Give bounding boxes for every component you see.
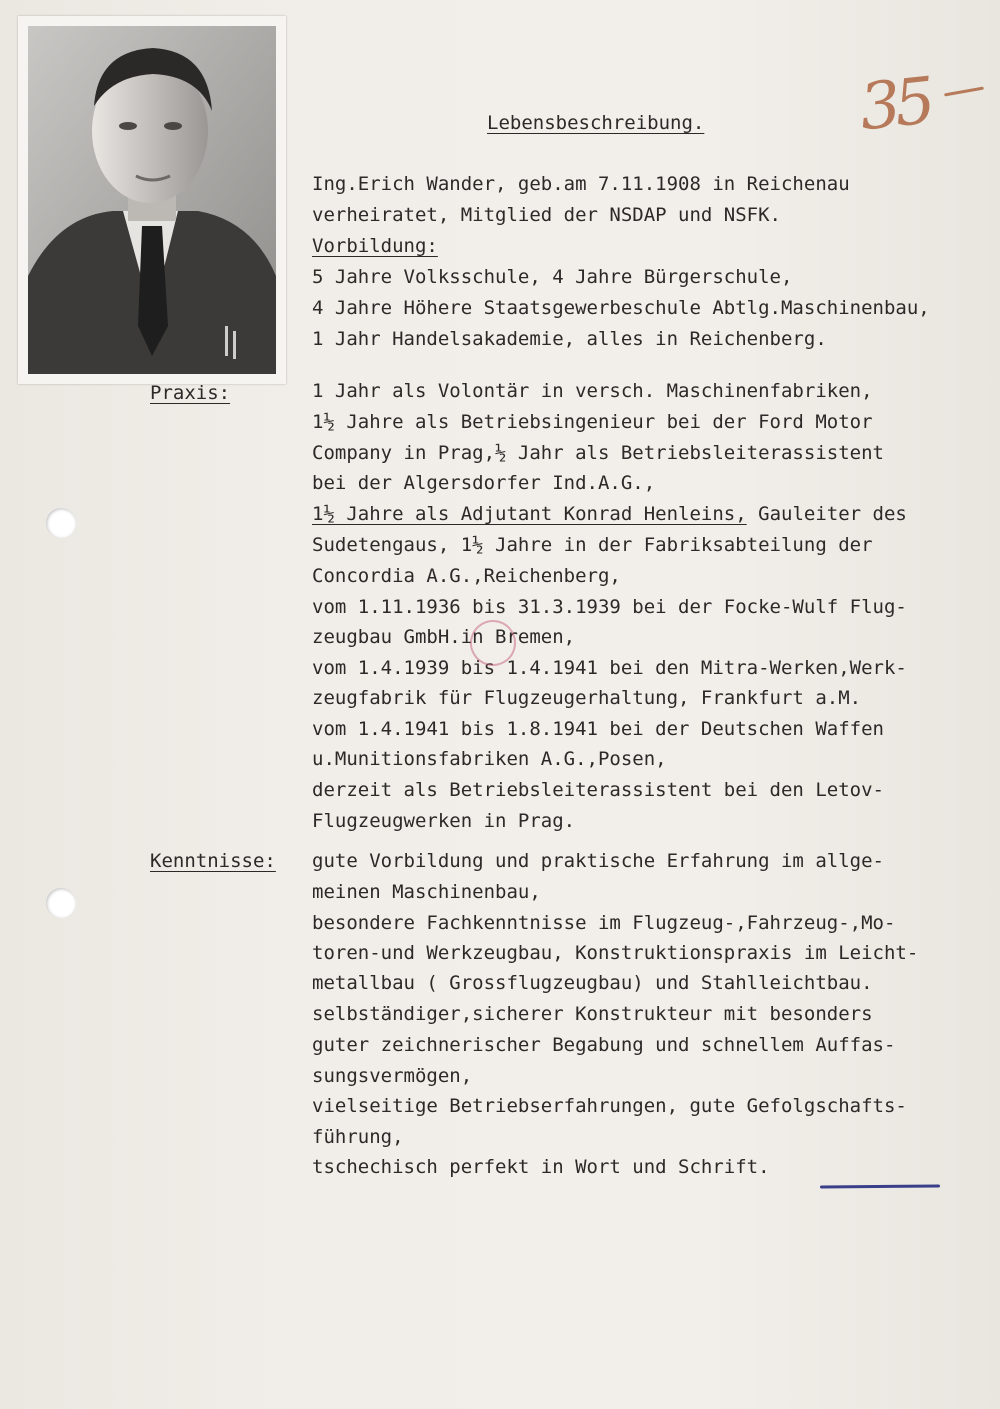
text-line: toren-und Werkzeugbau, Konstruktionspraxis im Leicht- bbox=[312, 942, 919, 964]
text-line: Sudetengaus, 1½ Jahre in der Fabriksabteilung der bbox=[312, 534, 873, 556]
text-line: führung, bbox=[312, 1126, 404, 1148]
text-line: tschechisch perfekt in Wort und Schrift. bbox=[312, 1156, 770, 1178]
portrait-photo bbox=[18, 16, 286, 384]
text-line: selbständiger,sicherer Konstrukteur mit besonders bbox=[312, 1003, 873, 1025]
text-line: 5 Jahre Volksschule, 4 Jahre Bürgerschule, bbox=[312, 266, 793, 288]
text-line: 4 Jahre Höhere Staatsgewerbeschule Abtlg.Maschinenbau, bbox=[312, 297, 930, 319]
punch-hole bbox=[46, 508, 76, 538]
underlined-phrase: 1½ Jahre als Adjutant Konrad Henleins, bbox=[312, 503, 747, 525]
section-heading-vorbildung: Vorbildung: bbox=[312, 235, 438, 257]
text-line: Flugzeugwerken in Prag. bbox=[312, 810, 576, 832]
text-line: meinen Maschinenbau, bbox=[312, 881, 541, 903]
text-line: derzeit als Betriebsleiterassistent bei den Letov- bbox=[312, 779, 884, 801]
ink-signature-line bbox=[820, 1184, 940, 1188]
text-line: 1 Jahr als Volontär in versch. Maschinenfabriken, bbox=[312, 380, 873, 402]
text-line: 1 Jahr Handelsakademie, alles in Reichenberg. bbox=[312, 328, 827, 350]
text-line: sungsvermögen, bbox=[312, 1065, 473, 1087]
handwritten-dash bbox=[944, 87, 984, 97]
text-line: vielseitige Betriebserfahrungen, gute Gefolgschafts- bbox=[312, 1095, 907, 1117]
text-line: verheiratet, Mitglied der NSDAP und NSFK. bbox=[312, 204, 781, 226]
text-line: zeugfabrik für Flugzeugerhaltung, Frankfurt a.M. bbox=[312, 687, 862, 709]
text-line: u.Munitionsfabriken A.G.,Posen, bbox=[312, 748, 667, 770]
text-line: Company in Prag,½ Jahr als Betriebsleiterassistent bbox=[312, 442, 884, 464]
text-fragment: Gauleiter des bbox=[746, 503, 907, 525]
text-line: zeugbau GmbH.in Bremen, bbox=[312, 626, 576, 648]
text-line: metallbau ( Grossflugzeugbau) und Stahlleichtbau. bbox=[312, 972, 873, 994]
text-line: vom 1.4.1941 bis 1.8.1941 bei der Deutschen Waffen bbox=[312, 718, 884, 740]
portrait-image bbox=[28, 26, 276, 374]
text-line: guter zeichnerischer Begabung und schnellem Auffas- bbox=[312, 1034, 896, 1056]
text-line: gute Vorbildung und praktische Erfahrung im allge- bbox=[312, 850, 884, 872]
text-line: Concordia A.G.,Reichenberg, bbox=[312, 565, 621, 587]
text-line: Ing.Erich Wander, geb.am 7.11.1908 in Reichenau bbox=[312, 173, 850, 195]
label-praxis: Praxis: bbox=[150, 382, 231, 404]
text-line: vom 1.11.1936 bis 31.3.1939 bei der Focke-Wulf Flug- bbox=[312, 596, 907, 618]
handwritten-annotation: 35 bbox=[856, 64, 934, 146]
text-line: bei der Algersdorfer Ind.A.G., bbox=[312, 472, 656, 494]
text-line bbox=[312, 503, 907, 525]
text-line: vom 1.4.1939 bis 1.4.1941 bei den Mitra-Werken,Werk- bbox=[312, 657, 907, 679]
punch-hole bbox=[46, 888, 76, 918]
text-line: besondere Fachkenntnisse im Flugzeug-,Fahrzeug-,Mo- bbox=[312, 912, 896, 934]
document-title: Lebensbeschreibung. bbox=[487, 112, 705, 134]
text-line: 1½ Jahre als Betriebsingenieur bei der Ford Motor bbox=[312, 411, 873, 433]
label-kenntnisse: Kenntnisse: bbox=[150, 850, 276, 872]
